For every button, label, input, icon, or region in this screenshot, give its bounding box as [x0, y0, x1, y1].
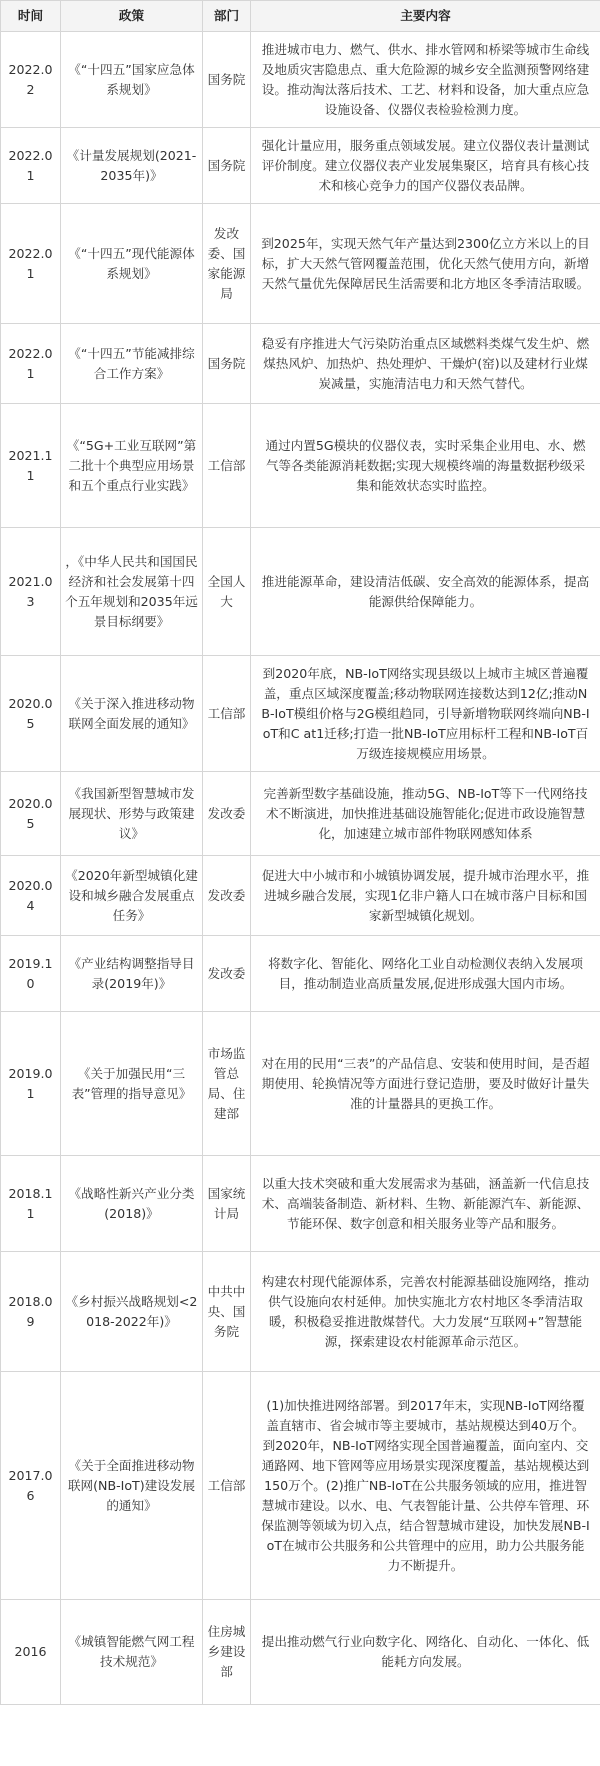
time-cell: 2019.10	[1, 936, 61, 1012]
policy-cell: 《关于深入推进移动物联网全面发展的通知》	[61, 656, 203, 772]
content-cell: 促进大中小城市和小城镇协调发展，提升城市治理水平，推进城乡融合发展，实现1亿非户籍人口在城市落户目标和国家新型城镇化规划。	[251, 856, 600, 936]
dept-cell: 国家统计局	[203, 1156, 251, 1252]
content-cell: 强化计量应用，服务重点领域发展。建立仪器仪表计量测试评价制度。建立仪器仪表产业发展集聚区，培育具有核心技术和核心竞争力的国产仪器仪表品牌。	[251, 128, 600, 204]
policy-cell: 《关于全面推进移动物联网(NB-IoT)建设发展的通知》	[61, 1372, 203, 1600]
table-row	[1, 936, 600, 1012]
time-cell: 2022.01	[1, 324, 61, 404]
dept-cell: 全国人大	[203, 528, 251, 656]
table-row	[1, 1600, 600, 1705]
content-cell: 推进能源革命，建设清洁低碳、安全高效的能源体系，提高能源供给保障能力。	[251, 528, 600, 656]
table-row	[1, 528, 600, 656]
table-row	[1, 1372, 600, 1600]
policy-cell: 《计量发展规划(2021-2035年)》	[61, 128, 203, 204]
table-row	[1, 772, 600, 856]
policy-cell: ，《中华人民共和国国民经济和社会发展第十四个五年规划和2035年远景目标纲要》	[61, 528, 203, 656]
dept-cell: 发改委	[203, 772, 251, 856]
policy-cell: 《“十四五”国家应急体系规划》	[61, 32, 203, 128]
time-cell: 2020.04	[1, 856, 61, 936]
time-cell: 2018.11	[1, 1156, 61, 1252]
policy-cell: 《“十四五”现代能源体系规划》	[61, 204, 203, 324]
time-cell: 2021.11	[1, 404, 61, 528]
dept-cell: 国务院	[203, 32, 251, 128]
content-cell: 构建农村现代能源体系，完善农村能源基础设施网络，推动供气设施向农村延伸。加快实施北方农村地区冬季清洁取暖，积极稳妥推进散煤替代。大力发展“互联网+”智慧能源，探索建设农村能源革命示范区。	[251, 1252, 600, 1372]
policy-cell: 《“5G+工业互联网”第二批十个典型应用场景和五个重点行业实践》	[61, 404, 203, 528]
policy-cell: 《乡村振兴战略规划<2018-2022年)》	[61, 1252, 203, 1372]
time-cell: 2021.03	[1, 528, 61, 656]
time-cell: 2018.09	[1, 1252, 61, 1372]
table-row	[1, 1252, 600, 1372]
policy-cell: 《我国新型智慧城市发展现状、形势与政策建议》	[61, 772, 203, 856]
dept-cell: 中共中央、国务院	[203, 1252, 251, 1372]
policy-cell: 《产业结构调整指导目录(2019年)》	[61, 936, 203, 1012]
content-cell: 提出推动燃气行业向数字化、网络化、自动化、一体化、低能耗方向发展。	[251, 1600, 600, 1705]
dept-cell: 工信部	[203, 404, 251, 528]
table-row	[1, 32, 600, 128]
dept-cell: 发改委、国家能源局	[203, 204, 251, 324]
dept-cell: 工信部	[203, 1372, 251, 1600]
table-row	[1, 324, 600, 404]
content-cell: 以重大技术突破和重大发展需求为基础，涵盖新一代信息技术、高端装备制造、新材料、生物、新能源汽车、新能源、节能环保、数字创意和相关服务业等产品和服务。	[251, 1156, 600, 1252]
time-cell: 2022.02	[1, 32, 61, 128]
content-cell: (1)加快推进网络部署。到2017年末，实现NB-IoT网络覆盖直辖市、省会城市等主要城市，基站规模达到40万个。到2020年，NB-IoT网络实现全国普遍覆盖，面向室内、交通路网、地下管网等应用场景实现深度覆盖，基站规模达到150万个。(2)推广NB-IoT在公共服务领域的应用，推进智慧城市建设。以水、电、气表智能计量、公共停车管理、环保监测等领域为切入点，结合智慧城市建设，加快发展NB-IoT在城市公共服务和公共管理中的应用，助力公共服务能力不断提升。	[251, 1372, 600, 1600]
policy-cell: 《2020年新型城镇化建设和城乡融合发展重点任务》	[61, 856, 203, 936]
header-content: 主要内容	[251, 1, 600, 32]
table-row	[1, 204, 600, 324]
table-row	[1, 656, 600, 772]
header-time: 时间	[1, 1, 61, 32]
header-policy: 政策	[61, 1, 203, 32]
dept-cell: 工信部	[203, 656, 251, 772]
table-row	[1, 1156, 600, 1252]
table-row	[1, 404, 600, 528]
dept-cell: 市场监管总局、住建部	[203, 1012, 251, 1156]
content-cell: 完善新型数字基础设施，推动5G、NB-IoT等下一代网络技术不断演进，加快推进基础设施智能化;促进市政设施智慧化，加速建立城市部件物联网感知体系	[251, 772, 600, 856]
table-row	[1, 856, 600, 936]
policy-cell: 《关于加强民用“三表”管理的指导意见》	[61, 1012, 203, 1156]
content-cell: 推进城市电力、燃气、供水、排水管网和桥梁等城市生命线及地质灾害隐患点、重大危险源的城乡安全监测预警网络建设。推动淘汰落后技术、工艺、材料和设备，加大重点应急设施设备、仪器仪表检验检测力度。	[251, 32, 600, 128]
table-row	[1, 1012, 600, 1156]
time-cell: 2020.05	[1, 656, 61, 772]
table-header	[1, 1, 600, 32]
header-row	[1, 1, 600, 32]
time-cell: 2022.01	[1, 128, 61, 204]
content-cell: 到2025年，实现天然气年产量达到2300亿立方米以上的目标，扩大天然气管网覆盖范围，优化天然气使用方向，新增天然气量优先保障居民生活需要和北方地区冬季清洁取暖。	[251, 204, 600, 324]
content-cell: 将数字化、智能化、网络化工业自动检测仪表纳入发展项目，推动制造业高质量发展,促进形成强大国内市场。	[251, 936, 600, 1012]
dept-cell: 发改委	[203, 936, 251, 1012]
content-cell: 对在用的民用“三表”的产品信息、安装和使用时间，是否超期使用、轮换情况等方面进行登记造册，要及时做好计量失准的计量器具的更换工作。	[251, 1012, 600, 1156]
header-dept: 部门	[203, 1, 251, 32]
time-cell: 2017.06	[1, 1372, 61, 1600]
policy-cell: 《城镇智能燃气网工程技术规范》	[61, 1600, 203, 1705]
content-cell: 通过内置5G模块的仪器仪表，实时采集企业用电、水、燃气等各类能源消耗数据;实现大规模终端的海量数据秒级采集和能效状态实时监控。	[251, 404, 600, 528]
dept-cell: 发改委	[203, 856, 251, 936]
content-cell: 稳妥有序推进大气污染防治重点区域燃料类煤气发生炉、燃煤热风炉、加热炉、热处理炉、干燥炉(窑)以及建材行业煤炭减量，实施清洁电力和天然气替代。	[251, 324, 600, 404]
content-cell: 到2020年底，NB-IoT网络实现县级以上城市主城区普遍覆盖，重点区域深度覆盖;移动物联网连接数达到12亿;推动NB-IoT模组价格与2G模组趋同，引导新增物联网终端向NB-IoT和C at1迁移;打造一批NB-IoT应用标杆工程和NB-IoT百万级连接规模应用场景。	[251, 656, 600, 772]
dept-cell: 国务院	[203, 324, 251, 404]
dept-cell: 住房城乡建设部	[203, 1600, 251, 1705]
policy-cell: 《战略性新兴产业分类(2018)》	[61, 1156, 203, 1252]
policy-cell: 《“十四五”节能减排综合工作方案》	[61, 324, 203, 404]
time-cell: 2020.05	[1, 772, 61, 856]
table-row	[1, 128, 600, 204]
table-body	[1, 32, 600, 1705]
time-cell: 2019.01	[1, 1012, 61, 1156]
time-cell: 2016	[1, 1600, 61, 1705]
dept-cell: 国务院	[203, 128, 251, 204]
time-cell: 2022.01	[1, 204, 61, 324]
